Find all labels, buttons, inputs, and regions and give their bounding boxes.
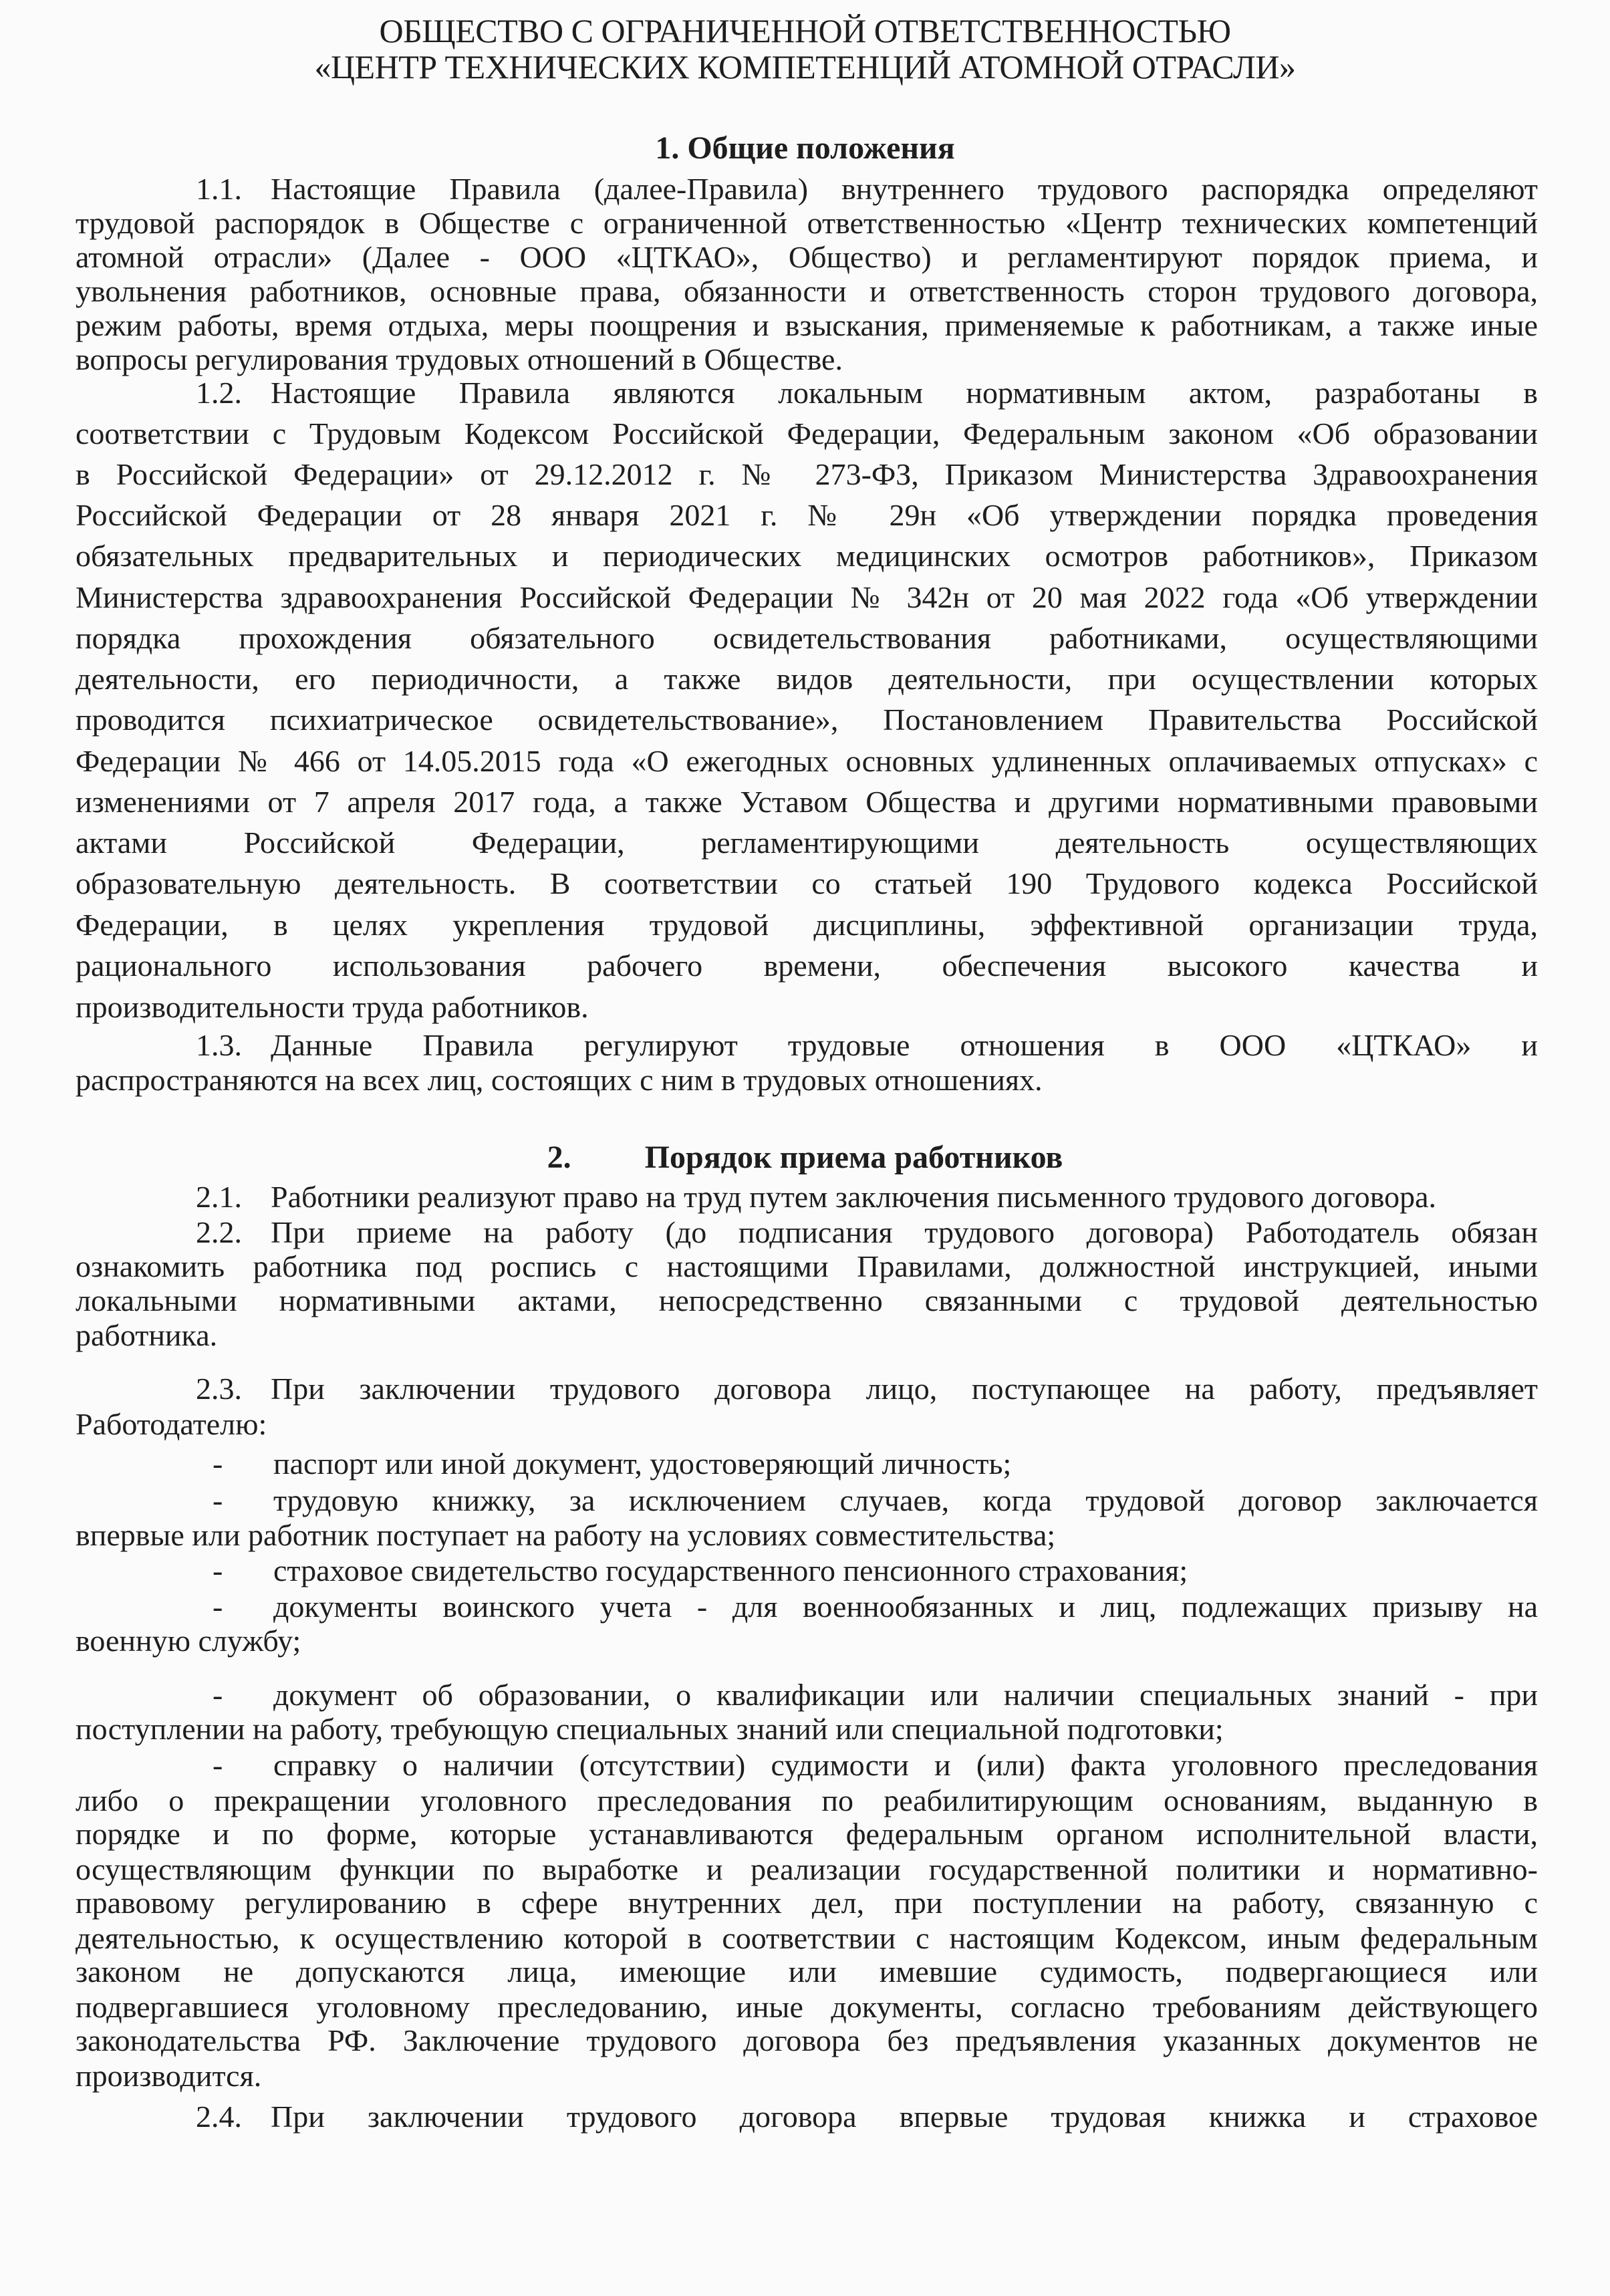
paragraph-2-2-line: [196, 1214, 1538, 1251]
paragraph-1-1-line: вопросы регулирования трудовых отношений в Обществе.: [76, 342, 843, 376]
paragraph-1-2-line: производительности труда работников.: [76, 990, 589, 1024]
paragraph-number: 1.2.: [196, 376, 242, 410]
section-1-heading: 1. Общие положения: [655, 130, 955, 166]
paragraph-2-2-line: ознакомить работника под роспись с настоящими Правилами, должностной инструкцией, иными: [76, 1249, 1538, 1283]
paragraph-1-2-line: Российской Федерации от 28 января 2021 г. № 29н «Об утверждении порядка проведения: [76, 498, 1538, 532]
bullet-item-line: документы воинского учета - для военнообязанных и лиц, подлежащих призыву на: [273, 1589, 1538, 1624]
paragraph-2-3-line: Работодателю:: [76, 1407, 267, 1441]
bullet-item-line: паспорт или иной документ, удостоверяющий личность;: [273, 1446, 1012, 1481]
bullet-item-line: военную службу;: [76, 1624, 301, 1658]
line-text: Настоящие Правила являются локальным нормативным актом, разработаны в: [271, 376, 1538, 410]
org-name-line-1: ОБЩЕСТВО С ОГРАНИЧЕННОЙ ОТВЕТСТВЕННОСТЬЮ: [379, 12, 1231, 49]
paragraph-1-1-line: увольнения работников, основные права, обязанности и ответственность сторон трудового договора,: [76, 274, 1538, 308]
bullet-item-line: производится.: [76, 2059, 262, 2093]
paragraph-1-2-line: Федерации, в целях укрепления трудовой дисциплины, эффективной организации труда,: [76, 908, 1538, 942]
bullet-item-line: либо о прекращении уголовного преследования по реабилитирующим основаниям, выданную в: [76, 1783, 1538, 1817]
paragraph-2-1-line: [196, 1178, 1538, 1216]
bullet-item-line: страховое свидетельство государственного пенсионного страхования;: [273, 1553, 1188, 1587]
bullet-item-line: порядке и по форме, которые устанавливаются федеральным органом исполнительной власти,: [76, 1817, 1538, 1851]
bullet-item-line: законодательства РФ. Заключение трудового договора без предъявления указанных документов не: [76, 2023, 1538, 2057]
paragraph-1-2-line: обязательных предварительных и периодических медицинских осмотров работников», Приказом: [76, 539, 1538, 573]
bullet-item-line: впервые или работник поступает на работу на условиях совместительства;: [76, 1518, 1056, 1552]
line-text: При заключении трудового договора лицо, поступающее на работу, предъявляет: [271, 1372, 1538, 1406]
line-text: Настоящие Правила (далее-Правила) внутреннего трудового распорядка определяют: [271, 172, 1538, 206]
bullet-item-line: трудовую книжку, за исключением случаев, когда трудовой договор заключается: [273, 1483, 1538, 1517]
bullet-item-line: документ об образовании, о квалификации или наличии специальных знаний - при: [273, 1678, 1538, 1712]
org-name-line-2: «ЦЕНТР ТЕХНИЧЕСКИХ КОМПЕТЕНЦИЙ АТОМНОЙ ОТРАСЛИ»: [314, 48, 1296, 86]
paragraph-2-3-line: [196, 1370, 1538, 1408]
paragraph-1-2-line: [196, 374, 1538, 412]
bullet-dash: -: [213, 1483, 223, 1517]
section-2-heading: [0, 1139, 1610, 1176]
paragraph-1-2-line: Федерации № 466 от 14.05.2015 года «О ежегодных основных удлиненных оплачиваемых отпусках» с: [76, 744, 1538, 778]
bullet-item-line: деятельностью, к осуществлению которой в соответствии с настоящим Кодексом, иным федеральным: [76, 1921, 1538, 1955]
paragraph-1-2-line: Министерства здравоохранения Российской Федерации № 342н от 20 мая 2022 года «Об утверждении: [76, 580, 1538, 614]
bullet-dash: -: [213, 1589, 223, 1624]
paragraph-number: 2.3.: [196, 1372, 242, 1406]
paragraph-2-2-line: локальными нормативными актами, непосредственно связанными с трудовой деятельностью: [76, 1283, 1538, 1317]
paragraph-1-2-line: рационального использования рабочего времени, обеспечения высокого качества и: [76, 948, 1538, 983]
section-number: 2.: [547, 1140, 571, 1175]
paragraph-1-2-line: деятельности, его периодичности, а также видов деятельности, при осуществлении которых: [76, 662, 1538, 696]
paragraph-1-3-line: [196, 1027, 1538, 1064]
line-text: При приеме на работу (до подписания трудового договора) Работодатель обязан: [271, 1215, 1538, 1249]
paragraph-1-1-line: трудовой распорядок в Обществе с ограниченной ответственностью «Центр технических компетенций: [76, 206, 1538, 240]
paragraph-1-2-line: в Российской Федерации» от 29.12.2012 г. № 273-ФЗ, Приказом Министерства Здравоохранения: [76, 457, 1538, 491]
bullet-dash: -: [213, 1446, 223, 1481]
bullet-item-line: поступлении на работу, требующую специальных знаний или специальной подготовки;: [76, 1712, 1224, 1746]
paragraph-1-2-line: изменениями от 7 апреля 2017 года, а также Уставом Общества и другими нормативными правовыми: [76, 785, 1538, 819]
line-text: Данные Правила регулируют трудовые отношения в ООО «ЦТКАО» и: [271, 1028, 1538, 1062]
paragraph-1-3-line: распространяются на всех лиц, состоящих с ним в трудовых отношениях.: [76, 1063, 1043, 1097]
paragraph-1-1-line: [196, 170, 1538, 208]
paragraph-1-2-line: проводится психиатрическое освидетельствование», Постановлением Правительства Российской: [76, 703, 1538, 737]
paragraph-number: 2.1.: [196, 1180, 242, 1214]
bullet-item-line: законом не допускаются лица, имеющие или имевшие судимость, подвергающиеся или: [76, 1954, 1538, 1989]
bullet-item-line: подвергавшиеся уголовному преследованию, иные документы, согласно требованиям действующего: [76, 1990, 1538, 2024]
line-text: При заключении трудового договора впервые трудовая книжка и страховое: [271, 2099, 1538, 2134]
bullet-item-line: правовому регулированию в сфере внутренних дел, при поступлении на работу, связанную с: [76, 1886, 1538, 1920]
bullet-item-line: справку о наличии (отсутствии) судимости и (или) факта уголовного преследования: [273, 1748, 1538, 1782]
paragraph-1-1-line: режим работы, время отдыха, меры поощрения и взыскания, применяемые к работникам, а также иные: [76, 308, 1538, 342]
paragraph-1-2-line: актами Российской Федерации, регламентирующими деятельность осуществляющих: [76, 825, 1538, 860]
paragraph-number: 1.3.: [196, 1028, 242, 1062]
paragraph-2-4-line: [196, 2098, 1538, 2136]
paragraph-1-1-line: атомной отрасли» (Далее - ООО «ЦТКАО», Общество) и регламентируют порядок приема, и: [76, 240, 1538, 274]
paragraph-number: 1.1.: [196, 172, 242, 206]
line-text: Работники реализуют право на труд путем заключения письменного трудового договора.: [271, 1180, 1437, 1214]
bullet-item-line: осуществляющим функции по выработке и реализации государственной политики и нормативно-: [76, 1852, 1538, 1886]
paragraph-1-2-line: образовательную деятельность. В соответствии со статьей 190 Трудового кодекса Российской: [76, 866, 1538, 900]
bullet-dash: -: [213, 1748, 223, 1782]
bullet-dash: -: [213, 1678, 223, 1712]
paragraph-number: 2.2.: [196, 1215, 242, 1249]
paragraph-1-2-line: соответствии с Трудовым Кодексом Российской Федерации, Федеральным законом «Об образовании: [76, 416, 1538, 451]
paragraph-number: 2.4.: [196, 2099, 242, 2134]
paragraph-2-2-line: работника.: [76, 1318, 218, 1352]
paragraph-1-2-line: порядка прохождения обязательного освидетельствования работниками, осуществляющими: [76, 621, 1538, 655]
bullet-dash: -: [213, 1553, 223, 1587]
section-title: Порядок приема работников: [644, 1140, 1063, 1175]
